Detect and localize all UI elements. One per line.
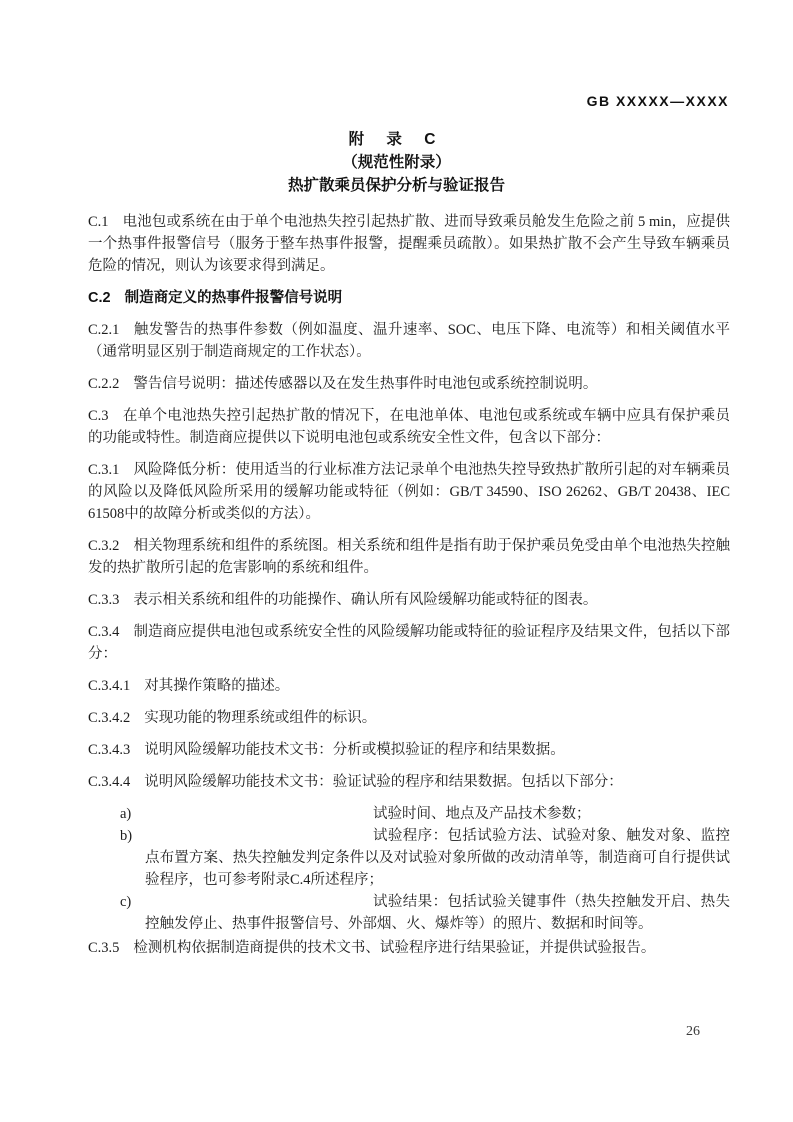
clause-number: C.2.1 [88, 322, 120, 338]
clause-number: C.3.4.2 [88, 710, 131, 726]
clause-number: C.3.4.3 [88, 742, 131, 758]
list-item-c [88, 891, 730, 935]
clause-text: 制造商定义的热事件报警信号说明 [124, 290, 343, 306]
clause-c3-2 [88, 535, 730, 579]
list-item-label: b) [120, 828, 133, 844]
clause-c3 [88, 405, 730, 449]
clause-text: 相关物理系统和组件的系统图。相关系统和组件是指有助于保护乘员免受由单个电池热失控触发的热扩散所引起的危害影响的系统和组件。 [88, 538, 730, 576]
clause-text: 说明风险缓解功能技术文书：分析或模拟验证的程序和结果数据。 [144, 742, 565, 758]
clause-number: C.1 [88, 214, 109, 230]
list-item-b [88, 825, 730, 891]
clause-c3-4-4 [88, 771, 730, 793]
clause-text: 表示相关系统和组件的功能操作、确认所有风险缓解功能或特征的图表。 [133, 592, 598, 608]
test-report-item-list [88, 803, 730, 935]
clause-number: C.3.3 [88, 592, 120, 608]
clause-c3-4 [88, 621, 730, 665]
clause-c3-4-3 [88, 739, 730, 761]
clause-c2-2 [88, 373, 730, 395]
clause-text: 触发警告的热事件参数（例如温度、温升速率、SOC、电压下降、电流等）和相关阈值水平（通常明显区别于制造商规定的工作状态）。 [88, 322, 730, 360]
clause-c3-4-1 [88, 675, 730, 697]
list-item-text: 试验时间、地点及产品技术参数； [373, 806, 591, 822]
clause-text: 电池包或系统在由于单个电池热失控引起热扩散、进而导致乘员舱发生危险之前 5 min，应提供一个热事件报警信号（服务于整车热事件报警，提醒乘员疏散）。如果热扩散不会产生导致车辆乘员危险的情况，则认为该要求得到满足。 [88, 214, 730, 274]
clause-number: C.2.2 [88, 376, 120, 392]
appendix-title: 附 录 C [348, 131, 445, 148]
clause-number: C.3 [88, 408, 109, 424]
list-item-label: c) [120, 894, 132, 910]
clause-text: 对其操作策略的描述。 [144, 678, 290, 694]
clause-number: C.3.4.4 [88, 774, 131, 790]
page-number: 26 [686, 1024, 700, 1039]
clause-text: 风险降低分析：使用适当的行业标准方法记录单个电池热失控导致热扩散所引起的对车辆乘员的风险以及降低风险所采用的缓解功能或特征（例如：GB/T 34590、ISO 26262、GB/T 20438、IEC 61508中的故障分析或类似的方法）。 [88, 462, 730, 522]
clause-c1 [88, 211, 730, 277]
list-item-text: 试验程序：包括试验方法、试验对象、触发对象、监控点布置方案、热失控触发判定条件以及对试验对象所做的改动清单等，制造商可自行提供试验程序，也可参考附录C.4所述程序； [145, 828, 730, 888]
standard-number-header: GB XXXXX—XXXX [586, 93, 729, 109]
appendix-title-block [0, 128, 793, 197]
clause-number: C.2 [88, 290, 111, 306]
appendix-name-subtitle: 热扩散乘员保护分析与验证报告 [287, 177, 505, 194]
appendix-type-subtitle: （规范性附录） [342, 154, 451, 171]
clause-c2-heading [88, 287, 730, 309]
document-body [88, 211, 730, 969]
list-item-a [88, 803, 730, 825]
clause-c2-1 [88, 319, 730, 363]
list-item-label: a) [120, 806, 132, 822]
clause-c3-3 [88, 589, 730, 611]
clause-c3-1 [88, 459, 730, 525]
clause-number: C.3.2 [88, 538, 120, 554]
clause-number: C.3.4.1 [88, 678, 131, 694]
clause-number: C.3.4 [88, 624, 120, 640]
clause-text: 说明风险缓解功能技术文书：验证试验的程序和结果数据。包括以下部分： [144, 774, 623, 790]
list-item-text: 试验结果：包括试验关键事件（热失控触发开启、热失控触发停止、热事件报警信号、外部烟、火、爆炸等）的照片、数据和时间等。 [145, 894, 730, 932]
clause-text: 制造商应提供电池包或系统安全性的风险缓解功能或特征的验证程序及结果文件，包括以下部分： [88, 624, 730, 662]
clause-c3-4-2 [88, 707, 730, 729]
clause-text: 检测机构依据制造商提供的技术文书、试验程序进行结果验证，并提供试验报告。 [133, 940, 656, 956]
clause-c3-5 [88, 937, 730, 959]
clause-number: C.3.5 [88, 940, 120, 956]
clause-text: 实现功能的物理系统或组件的标识。 [144, 710, 377, 726]
clause-number: C.3.1 [88, 462, 120, 478]
clause-text: 警告信号说明：描述传感器以及在发生热事件时电池包或系统控制说明。 [133, 376, 598, 392]
clause-text: 在单个电池热失控引起热扩散的情况下，在电池单体、电池包或系统或车辆中应具有保护乘员的功能或特性。制造商应提供以下说明电池包或系统安全性文件，包含以下部分： [88, 408, 730, 446]
